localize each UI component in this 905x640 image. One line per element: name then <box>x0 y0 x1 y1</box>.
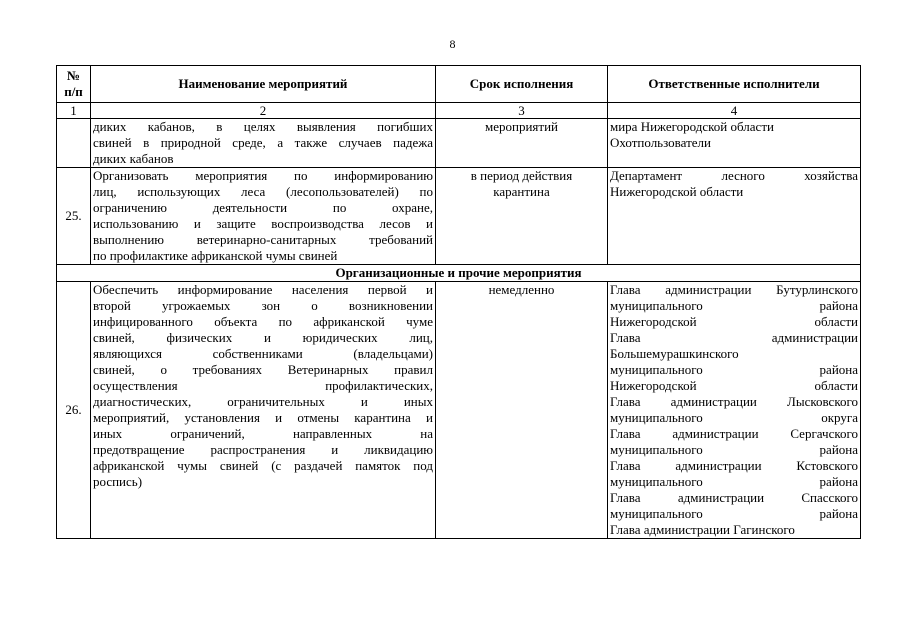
table-row-25 <box>57 168 861 265</box>
text-line: Глава администрации <box>610 330 858 345</box>
deadline-cell: мероприятий <box>436 119 608 168</box>
text-line: Глава администрации Бутурлинского <box>610 282 858 297</box>
text-line: являющихся собственниками (владельцами) <box>93 346 433 361</box>
text-line: Охотпользователи <box>610 135 711 150</box>
text-line: Большемурашкинского <box>610 346 739 361</box>
text-line: африканской чумы свиней (с раздачей памяток под <box>93 458 433 473</box>
text-line: роспись) <box>93 474 143 489</box>
header-responsible: Ответственные исполнители <box>608 66 861 103</box>
text-line: Глава администрации Сергачского <box>610 426 858 441</box>
text-line: диких кабанов, в целях выявления погибших <box>93 119 433 134</box>
task-cell <box>91 119 436 168</box>
text-line: муниципального района <box>610 298 858 313</box>
text-line: Глава администрации Кстовского <box>610 458 858 473</box>
text-line: мероприятий, установления и отмены карантина и <box>93 410 433 425</box>
text-line: иных ограничений, направленных на <box>93 426 433 441</box>
task-cell <box>91 282 436 539</box>
text-line: муниципального округа <box>610 410 858 425</box>
table-row-26 <box>57 282 861 539</box>
deadline-cell: немедленно <box>436 282 608 539</box>
text-line: предотвращение распространения и ликвидацию <box>93 442 433 457</box>
text-line: муниципального района <box>610 362 858 377</box>
text-line: Обеспечить информирование населения первой и <box>93 282 433 297</box>
text-line: мира Нижегородской области <box>610 119 774 134</box>
text-line: свиней в природной среде, а также случаев падежа <box>93 135 433 150</box>
text-line: лиц, использующих леса (лесопользователей) по <box>93 184 433 199</box>
header-task: Наименование мероприятий <box>91 66 436 103</box>
responsible-cell <box>608 168 861 265</box>
text-line: свиней, физических и юридических лиц, <box>93 330 433 345</box>
text-line: Нижегородской области <box>610 314 858 329</box>
responsible-cell <box>608 119 861 168</box>
responsible-cell <box>608 282 861 539</box>
section-title: Организационные и прочие мероприятия <box>57 265 861 282</box>
column-number: 1 <box>57 103 91 119</box>
text-line: Глава администрации Гагинского <box>610 522 795 537</box>
page-number: 8 <box>449 37 456 51</box>
text-line: диагностических, ограничительных и иных <box>93 394 433 409</box>
text-line: диких кабанов <box>93 151 174 166</box>
header-row <box>57 66 861 103</box>
text-line: Нижегородской области <box>610 184 744 199</box>
column-number: 3 <box>436 103 608 119</box>
column-number-row <box>57 103 861 119</box>
text-line: в период действия <box>470 168 573 183</box>
text-line: Департамент лесного хозяйства <box>610 168 858 183</box>
text-line: инфицированного объекта по африканской чуме <box>93 314 433 329</box>
row-number <box>57 119 91 168</box>
header-number: № п/п <box>57 66 91 103</box>
text-line: Нижегородской области <box>610 378 858 393</box>
column-number: 2 <box>91 103 436 119</box>
row-number: 25. <box>57 168 91 265</box>
table-row-continued <box>57 119 861 168</box>
text-line: Глава администрации Лысковского <box>610 394 858 409</box>
task-cell <box>91 168 436 265</box>
text-line: карантина <box>493 184 550 199</box>
text-line: осуществления профилактических, <box>93 378 433 393</box>
text-line: муниципального района <box>610 474 858 489</box>
text-line: свиней, о требованиях Ветеринарных правил <box>93 362 433 377</box>
header-deadline: Срок исполнения <box>436 66 608 103</box>
text-line: муниципального района <box>610 506 858 521</box>
text-line: второй угрожаемых зон о возникновении <box>93 298 433 313</box>
column-number: 4 <box>608 103 861 119</box>
text-line: использованию и защите воспроизводства лесов и <box>93 216 433 231</box>
row-number: 26. <box>57 282 91 539</box>
section-row <box>57 265 861 282</box>
deadline-cell <box>436 168 608 265</box>
text-line: по профилактике африканской чумы свиней <box>93 248 338 263</box>
text-line: выполнению ветеринарно-санитарных требований <box>93 232 433 247</box>
text-line: ограничению деятельности по охране, <box>93 200 433 215</box>
text-line: Глава администрации Спасского <box>610 490 858 505</box>
text-line: Организовать мероприятия по информированию <box>93 168 433 183</box>
measures-table <box>56 65 861 539</box>
text-line: муниципального района <box>610 442 858 457</box>
